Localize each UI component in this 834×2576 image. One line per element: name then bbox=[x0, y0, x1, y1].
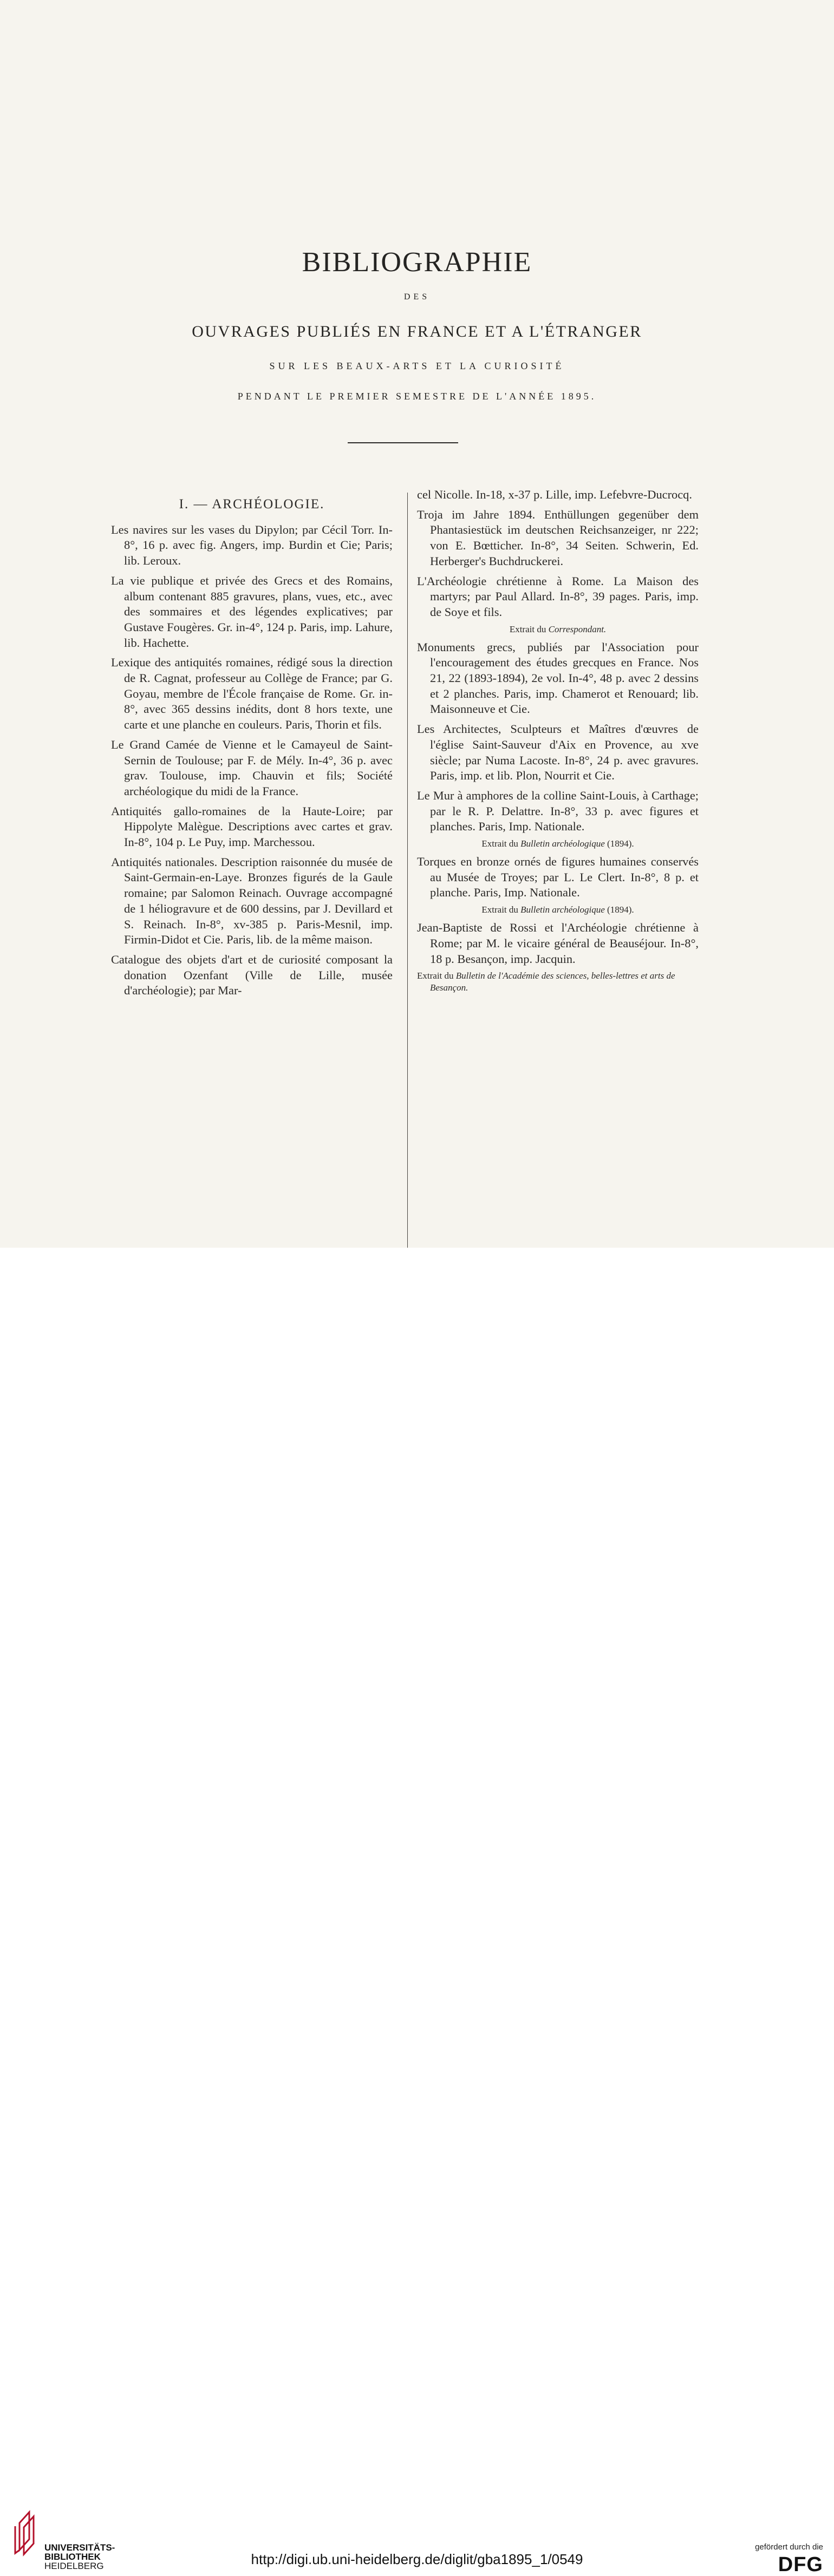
permalink-url[interactable]: http://digi.ub.uni-heidelberg.de/diglit/gba1895_1/0549 bbox=[251, 2551, 583, 2567]
extract-note bbox=[417, 970, 699, 994]
scanned-page bbox=[0, 0, 834, 1248]
title-divider bbox=[348, 442, 458, 443]
extract-note bbox=[417, 904, 699, 916]
library-name-line: UNIVERSITÄTS- bbox=[44, 2542, 115, 2553]
bibliography-entry: Monuments grecs, publiés par l'Association pour l'encouragement des études grecques en France. Nos 21, 22 (1893-1894), 2e vol. In-4°, 48 p. avec 2 dessins et 2 planches. Paris, imp. Chamerot et Renouard; lib. Maisonneuve et Cie. bbox=[417, 640, 699, 716]
bibliography-entry: Les Architectes, Sculpteurs et Maîtres d'œuvres de l'église Saint-Sauveur d'Aix en Provence, au xve siècle; par Numa Lacoste. In-8°, 24 p. avec gravures. Paris, imp. et lib. Plon, Nourrit et Cie. bbox=[417, 722, 699, 783]
extract-source: Bulletin archéologique bbox=[520, 838, 605, 849]
bibliography-entry: La vie publique et privée des Grecs et des Romains, album contenant 885 gravures, plans, vues, etc., avec des sommaires et des légendes explicatives; par Gustave Fougères. Gr. in-4°, 124 p. Paris, imp. Lahure, lib. Hachette. bbox=[111, 573, 393, 650]
extract-prefix: Extrait du bbox=[481, 838, 521, 849]
extract-prefix: Extrait du bbox=[417, 971, 456, 981]
extract-note bbox=[417, 624, 699, 635]
bibliography-entry: Troja im Jahre 1894. Enthüllungen gegenüber dem Phantasiestück im deutschen Reichsanzeiger, nr 222; von E. Bœtticher. In-8°, 34 Seiten. Schwerin, Ed. Herberger's Buchdruckerei. bbox=[417, 507, 699, 568]
bibliography-entry-continued: cel Nicolle. In-18, x-37 p. Lille, imp. Lefebvre-Ducrocq. bbox=[417, 488, 692, 501]
extract-source: Bulletin archéologique bbox=[520, 904, 605, 915]
extract-suffix: (1894). bbox=[604, 838, 634, 849]
library-name-line: BIBLIOTHEK bbox=[44, 2552, 101, 2562]
extract-prefix: Extrait du bbox=[509, 624, 549, 634]
dfg-logo-icon: DFG bbox=[778, 2553, 823, 2576]
bibliography-entry: Les navires sur les vases du Dipylon; par Cécil Torr. In-8°, 16 p. avec fig. Angers, imp. Burdin et Cie; Paris; lib. Leroux. bbox=[111, 522, 393, 568]
bibliography-entry: Le Grand Camée de Vienne et le Camayeul de Saint-Sernin de Toulouse; par F. de Mély. In-4°, 36 p. avec grav. Toulouse, imp. Chauvin et fils; Société archéologique du midi de la France. bbox=[111, 737, 393, 798]
extract-source: Correspondant. bbox=[548, 624, 607, 634]
page-title: BIBLIOGRAPHIE bbox=[302, 247, 532, 278]
extract-suffix: (1894). bbox=[604, 904, 634, 915]
bibliography-entry: Jean-Baptiste de Rossi et l'Archéologie chrétienne à Rome; par M. le vicaire général de Beauséjour. In-8°, 18 p. Besançon, imp. Jacquin. bbox=[417, 921, 699, 966]
title-connector: DES bbox=[403, 292, 431, 301]
library-name-line: HEIDELBERG bbox=[44, 2561, 104, 2571]
left-column bbox=[111, 487, 393, 1003]
extract-prefix: Extrait du bbox=[481, 904, 521, 915]
funding-note: gefördert durch die bbox=[755, 2542, 823, 2552]
bibliography-entry: Torques en bronze ornés de figures humaines conservés au Musée de Troyes; par L. Le Clert. In-8°, 8 p. et planche. Paris, Imp. Nationale. bbox=[417, 855, 699, 900]
extract-source: Bulletin de l'Académie des sciences, belles-lettres et arts de Besançon. bbox=[430, 971, 675, 993]
extract-note bbox=[417, 838, 699, 850]
digitization-footer bbox=[0, 1248, 834, 2576]
bibliography-entry: Lexique des antiquités romaines, rédigé sous la direction de R. Cagnat, professeur au Collège de France; par G. Goyau, membre de l'École française de Rome. Gr. in-8°, avec 365 dessins inédits, dont 8 hors texte, une carte et une planche en couleurs. Paris, Thorin et fils. bbox=[111, 656, 393, 732]
subject-line: SUR LES BEAUX-ARTS ET LA CURIOSITÉ bbox=[269, 360, 565, 371]
bibliography-entry: Le Mur à amphores de la colline Saint-Louis, à Carthage; par le R. P. Delattre. In-8°, 33 p. avec figures et planches. Paris, Imp. Nationale. bbox=[417, 788, 699, 834]
bibliography-entry: Antiquités nationales. Description raisonnée du musée de Saint-Germain-en-Laye. Bronzes figurés de la Gaule romaine; par Salomon Reinach. Ouvrage accompagné de 1 héliogravure et de 600 dessins, par J. Devillard et S. Reinach. In-8°, xv-385 p. Paris-Mesnil, imp. Firmin-Didot et Cie. Paris, lib. de la même maison. bbox=[111, 855, 393, 947]
bibliography-entry: Antiquités gallo-romaines de la Haute-Loire; par Hippolyte Malègue. Descriptions avec cartes et grav. In-8°, 104 p. Le Puy, imp. Marchessou. bbox=[111, 804, 393, 849]
right-column bbox=[417, 487, 699, 998]
section-heading: I. — ARCHÉOLOGIE. bbox=[179, 497, 325, 512]
column-divider bbox=[407, 493, 408, 1272]
period-line: PENDANT LE PREMIER SEMESTRE DE L'ANNÉE 1895. bbox=[237, 391, 597, 402]
university-library-logo-icon bbox=[13, 2510, 37, 2557]
bibliography-entry: L'Archéologie chrétienne à Rome. La Maison des martyrs; par Paul Allard. In-8°, 39 pages. Paris, imp. de Soye et fils. bbox=[417, 574, 699, 619]
page-subtitle: OUVRAGES PUBLIÉS EN FRANCE ET A L'ÉTRANGER bbox=[192, 323, 642, 340]
bibliography-entry: Catalogue des objets d'art et de curiosité composant la donation Ozenfant (Ville de Lille, musée d'archéologie); par Mar- bbox=[111, 952, 393, 998]
